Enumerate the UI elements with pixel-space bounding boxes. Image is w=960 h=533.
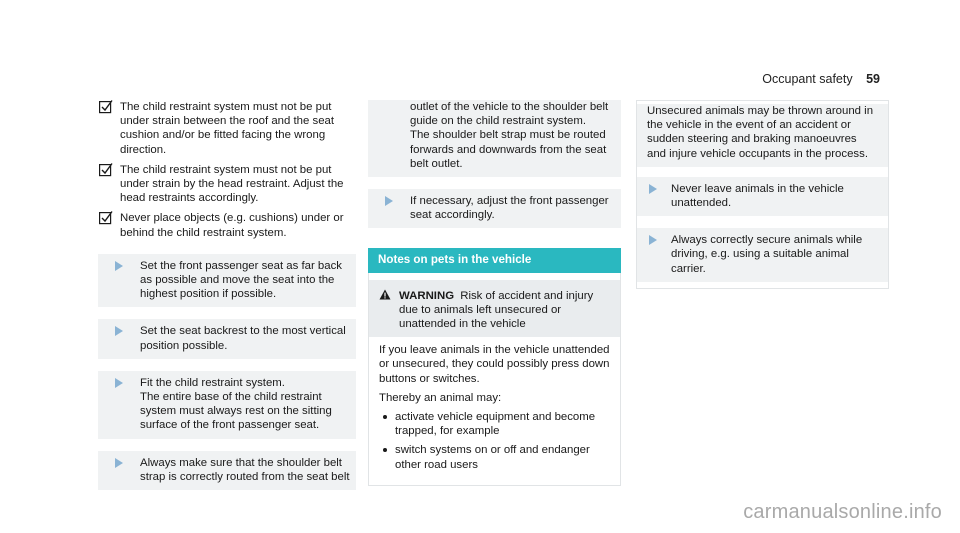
step-note: The shoulder belt strap must be routed forwards and downwards from the seat belt outlet. [410,129,607,170]
instruction-step [637,177,888,216]
checkbox-check-icon [99,163,113,177]
arrow-right-icon [385,196,393,206]
bullet-text: switch systems on or off and endanger other road users [395,444,590,471]
step-note: The entire base of the child restraint system must always rest on the sitting surface of the front passenger seat. [140,391,332,432]
check-item [98,211,356,239]
step-text: Fit the child restraint system. [140,376,285,389]
arrow-right-icon [115,326,123,336]
step-text: If necessary, adjust the front passenger seat accordingly. [410,195,609,222]
instruction-step [98,254,356,308]
list-item [379,443,610,471]
checkbox-check-icon [99,100,113,114]
checkbox-check-icon [99,211,113,225]
instruction-step [98,451,356,490]
page-number: 59 [866,72,880,86]
section-title: Occupant safety [762,72,853,86]
instruction-step [637,228,888,282]
warning-text: If you leave animals in the vehicle unattended or unsecured, they could possibly press down buttons or switches. [379,344,610,385]
check-text: The child restraint system must not be put under strain between the roof and the seat cushion and/or be fitted facing the wrong direction. [120,101,335,156]
column-1 [98,100,356,490]
instruction-step [98,319,356,358]
warning-label: WARNING [399,289,455,302]
bullet-icon [383,415,387,419]
step-text: Never leave animals in the vehicle unattended. [671,182,844,210]
pets-intro: Unsecured animals may be thrown around in the vehicle in the event of an accident or sudden steering and braking manoeuvres and injure vehicle occupants in the process. [637,104,888,167]
warning-thereby: Thereby an animal may: [379,391,502,404]
list-item [379,410,610,438]
warning-body [369,337,620,485]
column-2 [368,100,621,486]
check-text: Never place objects (e.g. cushions) under or behind the child restraint system. [120,212,344,239]
instruction-step [98,371,356,439]
watermark: carmanualsonline.info [743,501,942,523]
arrow-right-icon [115,261,123,271]
arrow-right-icon [115,458,123,468]
column-3 [636,100,889,289]
bullet-icon [383,448,387,452]
page-header [762,72,880,86]
step-text: Set the seat backrest to the most vertical position possible. [140,325,346,352]
arrow-right-icon [649,184,657,194]
step-text: Set the front passenger seat as far back as possible and move the seat into the highest position if possible. [140,259,342,301]
step-text: outlet of the vehicle to the shoulder belt guide on the child restraint system. [410,101,609,128]
check-item [98,100,356,157]
warning-box [368,280,621,486]
instruction-step [368,189,621,228]
check-list [98,100,356,240]
warning-header [369,280,620,338]
instruction-step-continued [368,100,621,177]
step-text: Always correctly secure animals while driving, e.g. using a suitable animal carrier. [671,234,863,275]
bullet-text: activate vehicle equipment and become trapped, for example [395,411,596,438]
pets-info-box [636,100,889,289]
check-text: The child restraint system must not be put under strain by the head restraint. Adjust the head restraints accordingly. [120,163,344,205]
step-text: Always make sure that the shoulder belt strap is correctly routed from the seat belt [140,456,350,483]
warning-triangle-icon [379,289,391,300]
check-item [98,163,356,206]
section-heading: Notes on pets in the vehicle [368,248,621,272]
warning-title: Risk of accident and injury due to animals left unsecured or unattended in the vehicle [399,289,594,331]
arrow-right-icon [115,378,123,388]
arrow-right-icon [649,235,657,245]
